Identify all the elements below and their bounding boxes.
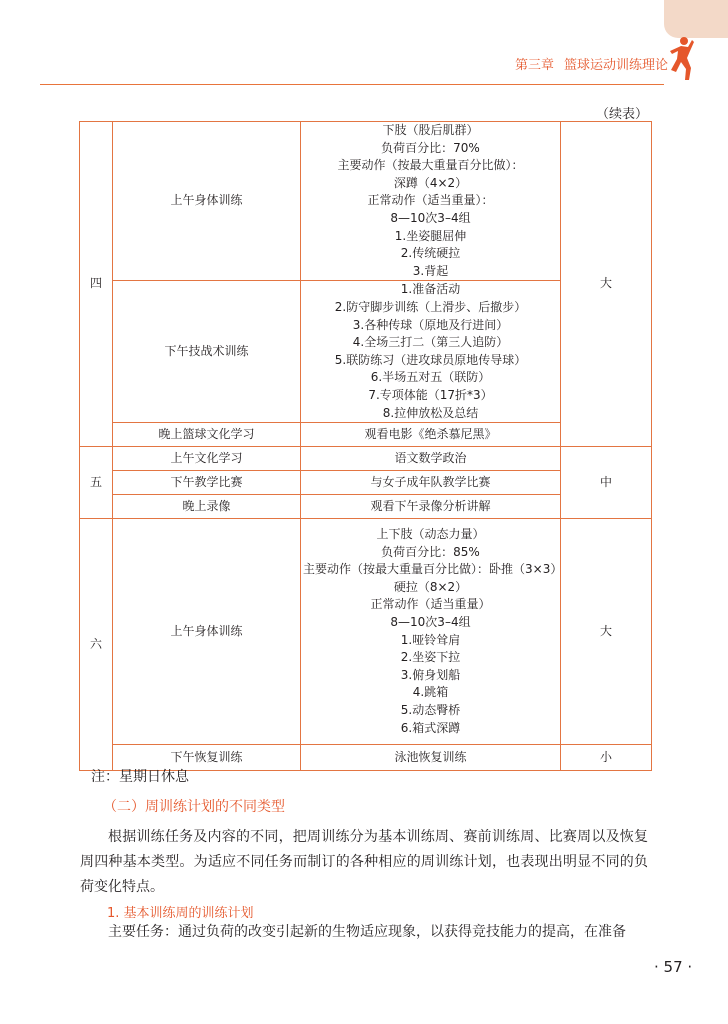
- day-cell: 四: [80, 122, 113, 447]
- content-line: 4.跳箱: [412, 685, 449, 700]
- content-line: 负荷百分比：70%: [381, 140, 480, 155]
- content-line: 负荷百分比：85%: [381, 544, 480, 559]
- content-line: 7.专项体能（17折*3）: [368, 387, 493, 402]
- load-cell: 中: [561, 447, 652, 519]
- session-content: [301, 122, 561, 281]
- day-cell: 五: [80, 447, 113, 519]
- session-name: 上午身体训练: [113, 122, 301, 281]
- weekly-training-table: [79, 121, 652, 771]
- content-line: 2.防守脚步训练（上滑步、后撤步）: [334, 299, 527, 314]
- content-line: 深蹲（4×2）: [393, 175, 468, 190]
- session-content: 与女子成年队教学比赛: [301, 471, 561, 495]
- table-note: 注：星期日休息: [91, 769, 189, 785]
- subsection-heading: 1. 基本训练周的训练计划: [107, 906, 254, 921]
- content-line: 正常动作（适当重量）：: [367, 193, 494, 208]
- session-content: 语文数学政治: [301, 447, 561, 471]
- content-line: 主要动作（按最大重量百分比做）：: [337, 158, 524, 173]
- content-line: 4.全场三打二（第三人追防）: [352, 335, 509, 350]
- chapter-tab: [664, 0, 728, 38]
- section-heading: （二）周训练计划的不同类型: [103, 799, 285, 815]
- paragraph-text: 根据训练任务及内容的不同，把周训练分为基本训练周、赛前训练周、比赛周以及恢复周四种基本类型。为适应不同任务而制订的各种相应的周训练计划，也表现出明显不同的负荷变化特点。: [80, 829, 648, 895]
- content-line: 正常动作（适当重量）: [370, 597, 491, 612]
- content-line: 1.坐姿腿屈伸: [394, 228, 467, 243]
- content-line: 1.哑铃耸肩: [400, 632, 461, 647]
- session-content: [301, 281, 561, 423]
- session-content: 观看电影《绝杀慕尼黑》: [301, 423, 561, 447]
- content-line: 硬拉（8×2）: [393, 579, 468, 594]
- content-line: 6.箱式深蹲: [400, 720, 461, 735]
- running-header: [505, 54, 668, 73]
- content-line: 8—10次3–4组: [390, 615, 471, 629]
- session-content: 泳池恢复训练: [301, 745, 561, 771]
- table-row: [80, 519, 652, 745]
- table-row: [80, 122, 652, 281]
- header-rule: [40, 84, 664, 85]
- body-paragraph: [80, 920, 648, 945]
- content-line: 2.传统硬拉: [400, 246, 461, 261]
- day-cell: 六: [80, 519, 113, 771]
- chapter-title: 篮球运动训练理论: [563, 58, 668, 73]
- session-name: 上午文化学习: [113, 447, 301, 471]
- content-line: 3.背起: [412, 263, 449, 278]
- content-line: 5.联防练习（进攻球员原地传导球）: [334, 352, 527, 367]
- content-line: 3.各种传球（原地及行进间）: [352, 317, 509, 332]
- session-content: [301, 519, 561, 745]
- content-line: 下肢（股后肌群）: [382, 123, 479, 137]
- table-row: [80, 447, 652, 471]
- page-number: · 57 ·: [654, 958, 693, 976]
- load-cell: 大: [561, 519, 652, 745]
- content-line: 8.拉伸放松及总结: [382, 405, 479, 420]
- content-line: 1.准备活动: [400, 282, 461, 297]
- session-name: 下午技战术训练: [113, 281, 301, 423]
- session-content: 观看下午录像分析讲解: [301, 495, 561, 519]
- content-line: 8—10次3–4组: [390, 210, 471, 225]
- basketball-player-icon: [668, 36, 694, 82]
- session-name: 晚上录像: [113, 495, 301, 519]
- content-line: 3.俯身划船: [400, 667, 461, 682]
- session-name: 上午身体训练: [113, 519, 301, 745]
- chapter-number: 第三章: [514, 58, 554, 73]
- body-paragraph: [80, 825, 648, 900]
- content-line: 2.坐姿下拉: [400, 650, 461, 665]
- content-line: 6.半场五对五（联防）: [370, 370, 491, 385]
- session-name: 下午教学比赛: [113, 471, 301, 495]
- paragraph-text: 主要任务：通过负荷的改变引起新的生物适应现象，以获得竞技能力的提高，在准备: [108, 924, 626, 940]
- content-line: 5.动态臀桥: [400, 702, 461, 717]
- table-continued-label: （续表）: [595, 107, 648, 122]
- session-name: 下午恢复训练: [113, 745, 301, 771]
- load-cell: 小: [561, 745, 652, 771]
- session-name: 晚上篮球文化学习: [113, 423, 301, 447]
- content-line: 上下肢（动态力量）: [376, 527, 485, 542]
- content-line: 主要动作（按最大重量百分比做）：卧推（3×3）: [303, 562, 563, 577]
- load-cell: 大: [561, 122, 652, 447]
